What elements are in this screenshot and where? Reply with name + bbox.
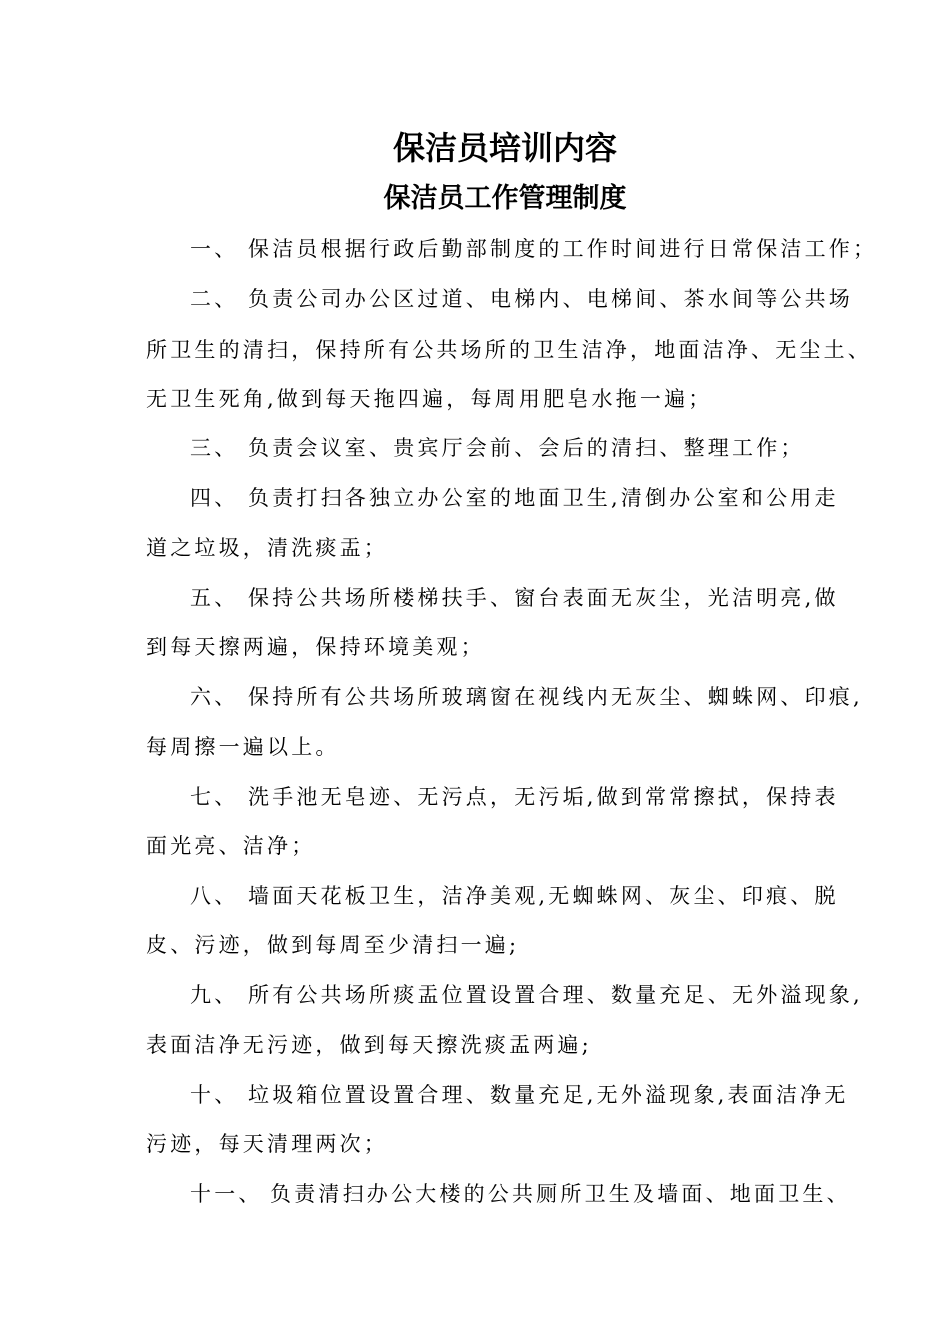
clause-line-6 — [190, 682, 863, 712]
clause-continuation: 所卫生的清扫，保持所有公共场所的卫生洁净，地面洁净、无尘土、 — [146, 338, 872, 362]
clause-text: 垃圾箱位置设置合理、数量充足,无外溢现象,表面洁净无 — [248, 1083, 849, 1107]
clause-number: 五、 — [190, 586, 239, 610]
clause-number: 四、 — [190, 486, 239, 510]
clause-continuation: 表面洁净无污迹，做到每天擦洗痰盂两遍; — [146, 1033, 592, 1057]
clause-line-7 — [190, 782, 839, 812]
clause-continuation: 皮、污迹，做到每周至少清扫一遍; — [146, 933, 520, 957]
clause-continuation: 到每天擦两遍，保持环境美观； — [146, 635, 485, 659]
clause-number: 九、 — [190, 983, 239, 1007]
clause-line-9 — [190, 980, 863, 1010]
clause-continuation: 无卫生死角,做到每天拖四遍，每周用肥皂水拖一遍； — [146, 387, 713, 411]
clause-line-10 — [190, 1080, 849, 1110]
clause-continuation: 道之垃圾，清洗痰盂； — [146, 536, 388, 560]
document-title: 保洁员培训内容 — [392, 129, 617, 167]
clause-line-3 — [190, 433, 805, 463]
clause-number: 六、 — [190, 685, 239, 709]
clause-text: 保持公共场所楼梯扶手、窗台表面无灰尘，光洁明亮,做 — [248, 586, 839, 610]
clause-continuation: 每周擦一遍以上。 — [146, 735, 340, 759]
clause-line-11 — [190, 1179, 851, 1209]
clause-number: 十、 — [190, 1083, 239, 1107]
clause-text: 负责打扫各独立办公室的地面卫生,清倒办公室和公用走 — [248, 486, 839, 510]
clause-number: 二、 — [190, 287, 239, 311]
clause-text: 负责清扫办公大楼的公共厕所卫生及墙面、地面卫生、 — [270, 1182, 851, 1206]
clause-text: 墙面天花板卫生，洁净美观,无蜘蛛网、灰尘、印痕、脱 — [248, 884, 839, 908]
clause-text: 保持所有公共场所玻璃窗在视线内无灰尘、蜘蛛网、印痕, — [248, 685, 863, 709]
clause-line-8 — [190, 881, 839, 911]
clause-text: 保洁员根据行政后勤部制度的工作时间进行日常保洁工作； — [248, 237, 878, 261]
clause-number: 八、 — [190, 884, 239, 908]
clause-text: 负责公司办公区过道、电梯内、电梯间、茶水间等公共场 — [248, 287, 853, 311]
clause-text: 洗手池无皂迹、无污点，无污垢,做到常常擦拭，保持表 — [248, 785, 839, 809]
clause-number: 三、 — [190, 436, 239, 460]
clause-continuation: 面光亮、洁净； — [146, 834, 316, 858]
clause-text: 所有公共场所痰盂位置设置合理、数量充足、无外溢现象, — [248, 983, 863, 1007]
clause-number: 七、 — [190, 785, 239, 809]
clause-line-5 — [190, 583, 839, 613]
clause-number: 十一、 — [190, 1182, 263, 1206]
clause-line-4 — [190, 483, 839, 513]
clause-text: 负责会议室、贵宾厅会前、会后的清扫、整理工作； — [248, 436, 805, 460]
clause-line-2 — [190, 284, 853, 314]
clause-line-1 — [190, 234, 877, 264]
clause-continuation: 污迹，每天清理两次； — [146, 1132, 388, 1156]
document-subtitle: 保洁员工作管理制度 — [383, 183, 627, 214]
clause-number: 一、 — [190, 237, 239, 261]
